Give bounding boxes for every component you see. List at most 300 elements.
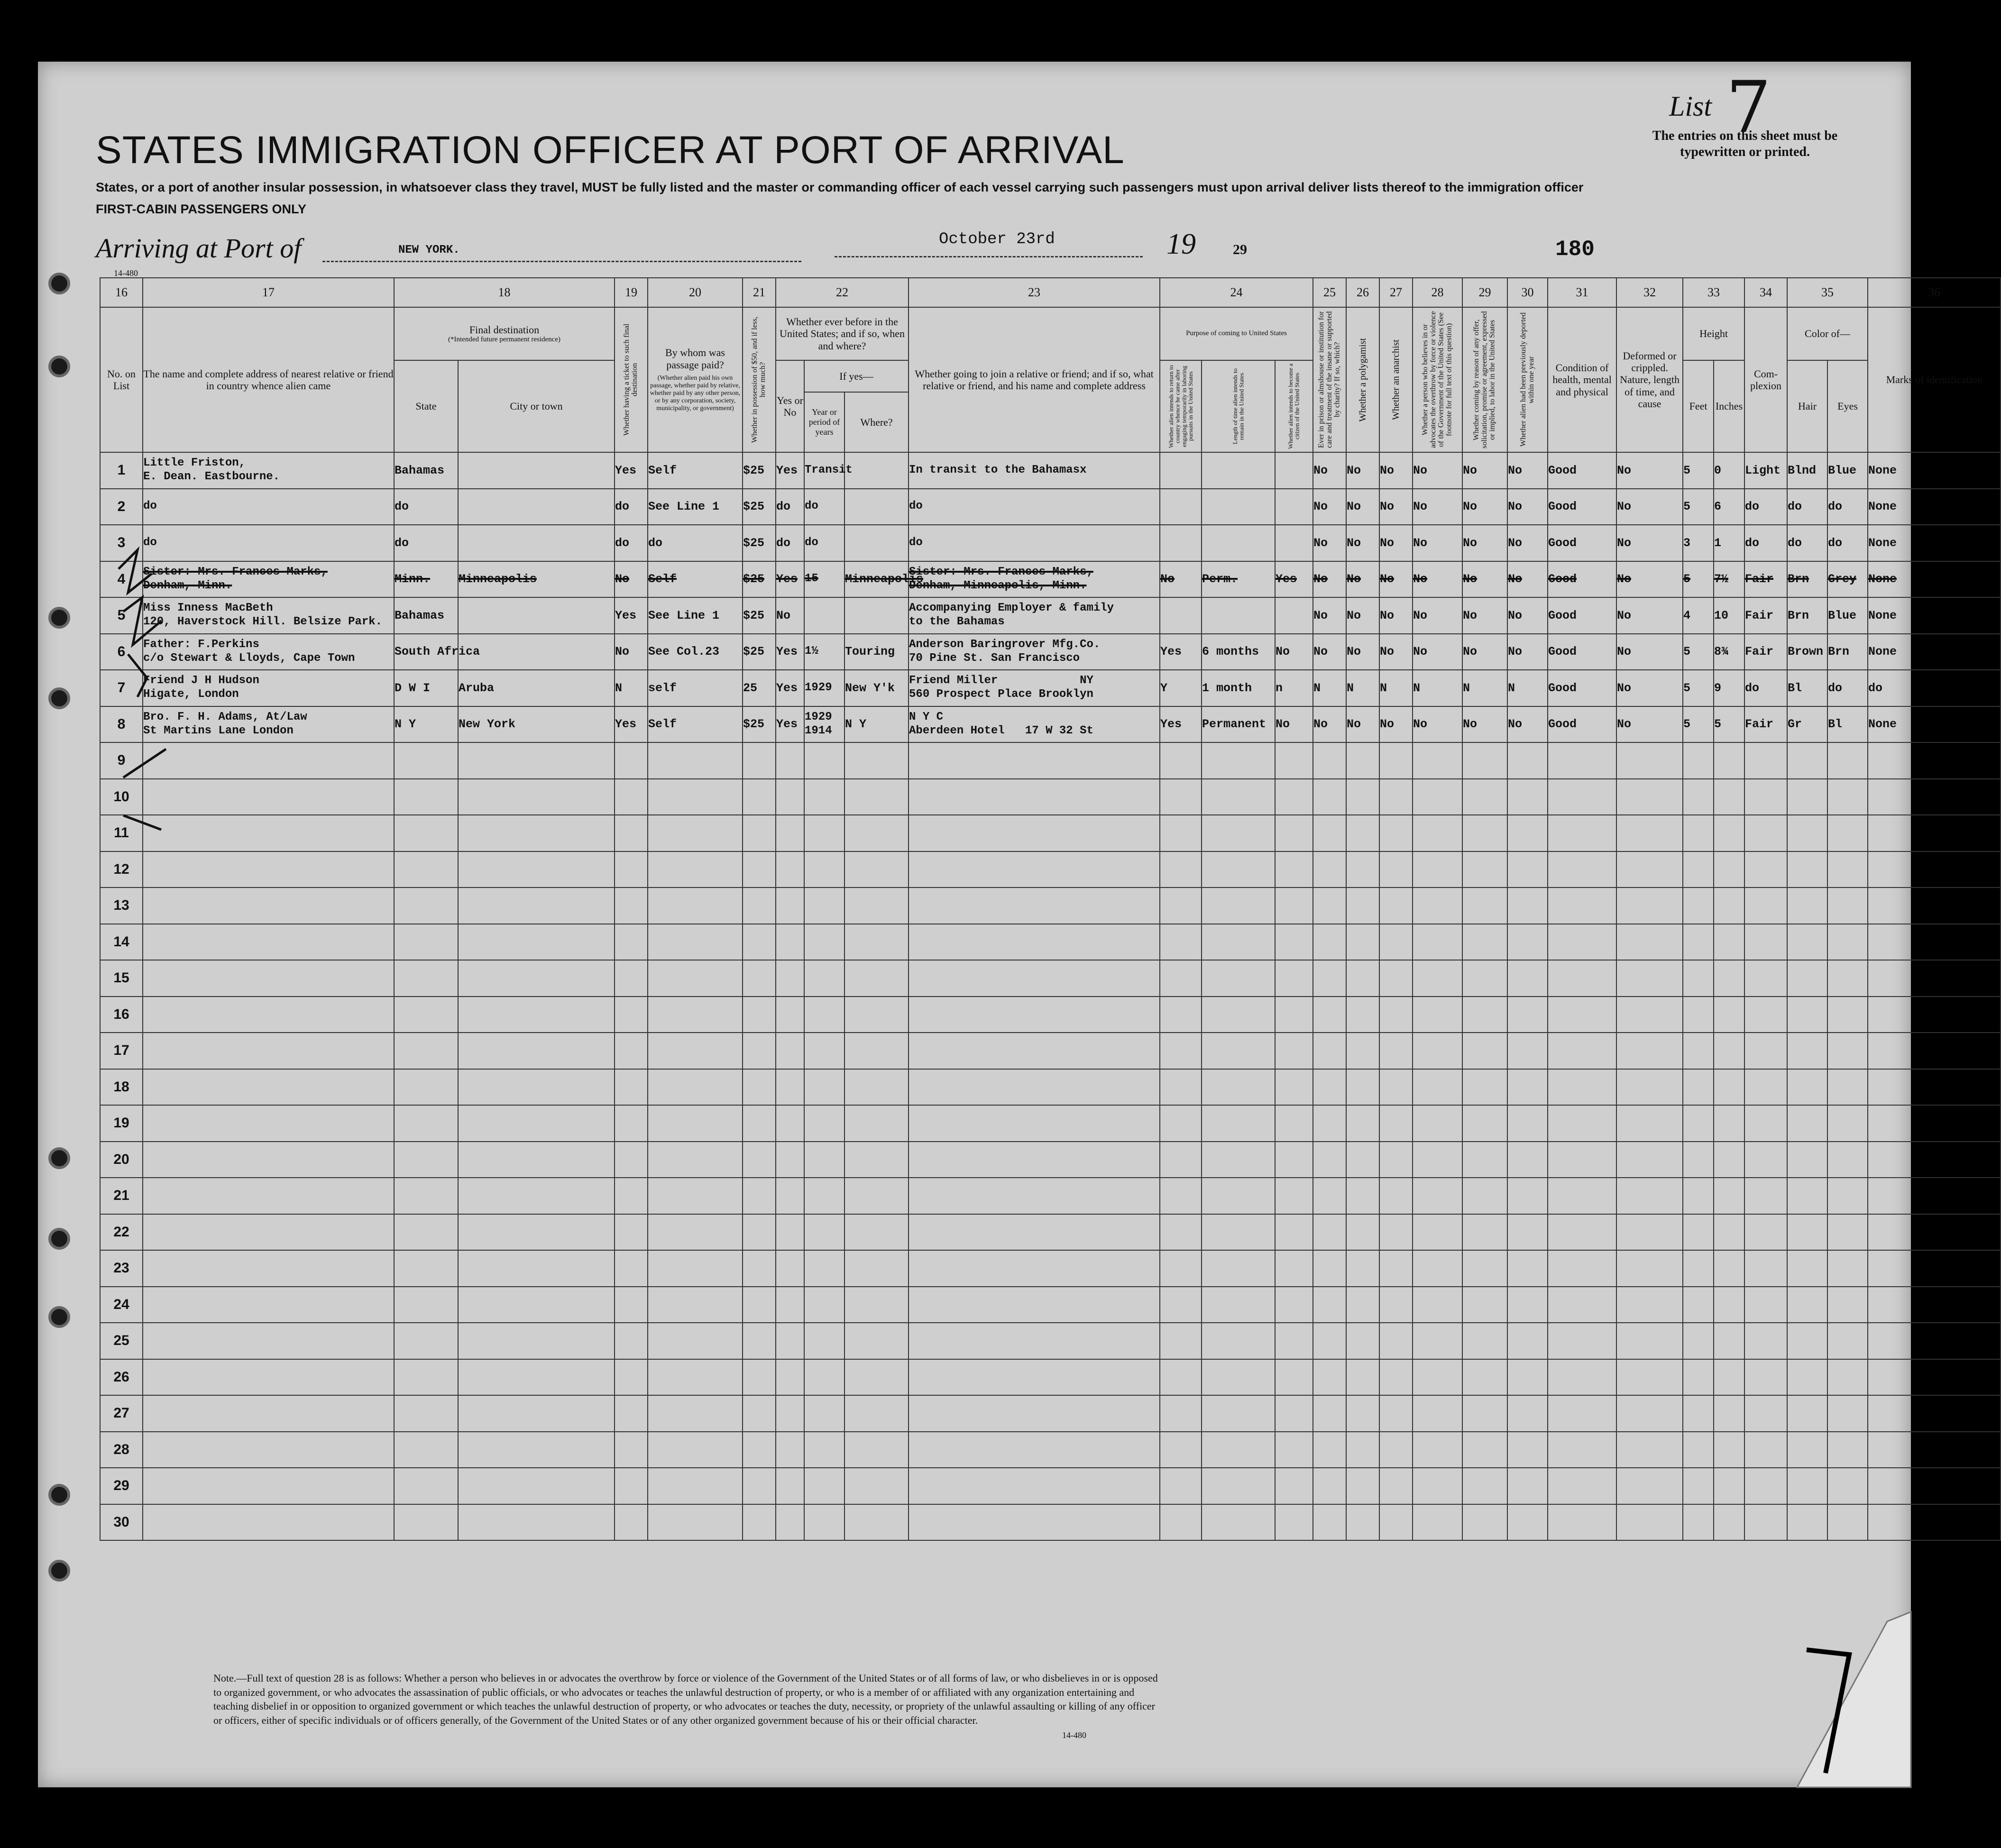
empty-cell bbox=[1160, 1142, 1202, 1178]
column-number: 30 bbox=[1507, 278, 1548, 307]
empty-cell bbox=[143, 1142, 394, 1178]
header-city: City or town bbox=[458, 360, 615, 452]
empty-cell bbox=[1462, 815, 1507, 851]
empty-cell bbox=[844, 1214, 909, 1251]
empty-cell bbox=[1346, 1468, 1379, 1504]
empty-cell bbox=[1827, 1287, 1868, 1323]
empty-cell bbox=[1462, 779, 1507, 815]
header-overthrow bbox=[1413, 307, 1462, 452]
empty-cell bbox=[394, 1033, 458, 1069]
empty-cell bbox=[1868, 1105, 2001, 1142]
empty-cell bbox=[1413, 1395, 1462, 1432]
before-cell: Yes bbox=[776, 634, 804, 670]
paid-by-cell: Self bbox=[648, 452, 743, 489]
paid-by-cell: do bbox=[648, 525, 743, 561]
empty-cell bbox=[1413, 1214, 1462, 1251]
row-number: 24 bbox=[100, 1287, 143, 1323]
empty-cell bbox=[1313, 742, 1346, 779]
empty-cell bbox=[909, 1432, 1160, 1468]
prison-cell: N bbox=[1313, 670, 1346, 706]
purpose-citizen-cell: No bbox=[1275, 706, 1313, 743]
empty-cell bbox=[1548, 1250, 1616, 1287]
empty-cell bbox=[1413, 1287, 1462, 1323]
row-number: 2 bbox=[100, 489, 143, 525]
empty-cell bbox=[1313, 1142, 1346, 1178]
column-number: 35 bbox=[1787, 278, 1868, 307]
empty-row bbox=[100, 1287, 2001, 1323]
empty-cell bbox=[1616, 779, 1683, 815]
column-number: 27 bbox=[1379, 278, 1413, 307]
row-number: 14 bbox=[100, 924, 143, 961]
eyes-cell: Blue bbox=[1827, 597, 1868, 634]
row-number: 9 bbox=[100, 742, 143, 779]
empty-cell bbox=[1160, 924, 1202, 961]
empty-cell bbox=[648, 887, 743, 924]
header-deported bbox=[1507, 307, 1548, 452]
empty-cell bbox=[458, 1359, 615, 1396]
overthrow-label: Whether a person who believes in or advocates the overthrow by force or violence of the Government of the United States (See footnote for full text of this question) bbox=[1421, 311, 1453, 448]
empty-cell bbox=[1548, 1214, 1616, 1251]
before-where-cell bbox=[844, 452, 909, 489]
empty-cell bbox=[1413, 960, 1462, 997]
empty-cell bbox=[804, 1395, 844, 1432]
empty-cell bbox=[1787, 887, 1827, 924]
contract-labor-cell: N bbox=[1462, 670, 1507, 706]
empty-cell bbox=[1202, 1214, 1275, 1251]
deported-cell: No bbox=[1507, 525, 1548, 561]
empty-cell bbox=[909, 1395, 1160, 1432]
empty-cell bbox=[1548, 815, 1616, 851]
empty-cell bbox=[1714, 779, 1744, 815]
empty-cell bbox=[844, 924, 909, 961]
binder-hole bbox=[48, 273, 70, 294]
empty-cell bbox=[1507, 960, 1548, 997]
empty-cell bbox=[743, 1033, 776, 1069]
empty-cell bbox=[615, 1432, 648, 1468]
empty-cell bbox=[1548, 1287, 1616, 1323]
empty-cell bbox=[1616, 1178, 1683, 1214]
health-cell: Good bbox=[1548, 706, 1616, 743]
empty-cell bbox=[1379, 1069, 1413, 1106]
empty-cell bbox=[615, 779, 648, 815]
joining-cell: In transit to the Bahamasx bbox=[909, 452, 1160, 489]
before-where-cell: Touring bbox=[844, 634, 909, 670]
empty-cell bbox=[844, 1105, 909, 1142]
city-cell bbox=[458, 634, 615, 670]
empty-cell bbox=[394, 1105, 458, 1142]
empty-cell bbox=[844, 1142, 909, 1178]
empty-cell bbox=[1683, 1178, 1714, 1214]
empty-cell bbox=[844, 1504, 909, 1541]
empty-cell bbox=[648, 1504, 743, 1541]
empty-cell bbox=[1787, 1323, 1827, 1359]
passenger-row bbox=[100, 452, 2001, 489]
feet-cell: 5 bbox=[1683, 561, 1714, 598]
state-cell: South Africa bbox=[394, 634, 458, 670]
empty-cell bbox=[776, 1432, 804, 1468]
empty-cell bbox=[1744, 1250, 1787, 1287]
empty-cell bbox=[1683, 1033, 1714, 1069]
row-number: 1 bbox=[100, 452, 143, 489]
empty-cell bbox=[1827, 1395, 1868, 1432]
anarchist-cell: No bbox=[1379, 489, 1413, 525]
contract-labor-cell: No bbox=[1462, 561, 1507, 598]
empty-cell bbox=[1413, 1359, 1462, 1396]
joining-cell: Anderson Baringrover Mfg.Co. 70 Pine St. San Francisco bbox=[909, 634, 1160, 670]
header-nearest-relative: The name and complete address of nearest relative or friend in country whence alien came bbox=[143, 307, 394, 452]
purpose-return-cell: No bbox=[1160, 561, 1202, 598]
complexion-cell: do bbox=[1744, 670, 1787, 706]
overthrow-cell: N bbox=[1413, 670, 1462, 706]
empty-row bbox=[100, 887, 2001, 924]
empty-cell bbox=[1160, 1359, 1202, 1396]
empty-cell bbox=[615, 1287, 648, 1323]
anarchist-cell: No bbox=[1379, 597, 1413, 634]
empty-cell bbox=[1202, 851, 1275, 888]
prison-label: Ever in prison or almshouse or institution for care and treatment of the insane or supported by charity? If so, which? bbox=[1317, 311, 1341, 448]
empty-cell bbox=[1507, 1395, 1548, 1432]
column-number: 36 bbox=[1868, 278, 2001, 307]
before-year-cell: 1929 1914 bbox=[804, 706, 844, 743]
empty-cell bbox=[648, 1178, 743, 1214]
before-year-cell: 15 bbox=[804, 561, 844, 598]
empty-cell bbox=[776, 1287, 804, 1323]
empty-cell bbox=[1827, 1033, 1868, 1069]
overthrow-cell: No bbox=[1413, 706, 1462, 743]
empty-cell bbox=[1313, 1033, 1346, 1069]
hair-cell: Gr bbox=[1787, 706, 1827, 743]
marks-cell: None bbox=[1868, 561, 2001, 598]
health-cell: Good bbox=[1548, 634, 1616, 670]
prison-cell: No bbox=[1313, 561, 1346, 598]
empty-cell bbox=[1413, 779, 1462, 815]
inches-cell: 7½ bbox=[1714, 561, 1744, 598]
state-cell: do bbox=[394, 525, 458, 561]
empty-row bbox=[100, 1105, 2001, 1142]
empty-cell bbox=[1346, 1250, 1379, 1287]
empty-cell bbox=[1616, 1432, 1683, 1468]
empty-cell bbox=[1275, 1142, 1313, 1178]
empty-cell bbox=[143, 851, 394, 888]
deported-cell: No bbox=[1507, 489, 1548, 525]
empty-cell bbox=[1160, 1395, 1202, 1432]
relative-cell: Father: F.Perkins c/o Stewart & Lloyds, Cape Town bbox=[143, 634, 394, 670]
empty-cell bbox=[1868, 779, 2001, 815]
empty-cell bbox=[1275, 815, 1313, 851]
column-number: 17 bbox=[143, 278, 394, 307]
header-eyes: Eyes bbox=[1827, 360, 1868, 452]
purpose-citizen-cell: n bbox=[1275, 670, 1313, 706]
empty-cell bbox=[1507, 1250, 1548, 1287]
empty-cell bbox=[1346, 1395, 1379, 1432]
empty-cell bbox=[1548, 960, 1616, 997]
city-cell: Minneapolis bbox=[458, 561, 615, 598]
empty-cell bbox=[394, 1178, 458, 1214]
empty-cell bbox=[1744, 1069, 1787, 1106]
marks-cell: None bbox=[1868, 634, 2001, 670]
empty-cell bbox=[1275, 1504, 1313, 1541]
empty-cell bbox=[1714, 1142, 1744, 1178]
empty-cell bbox=[1507, 779, 1548, 815]
empty-cell bbox=[648, 779, 743, 815]
empty-cell bbox=[1827, 887, 1868, 924]
row-number: 12 bbox=[100, 851, 143, 888]
empty-row bbox=[100, 779, 2001, 815]
empty-cell bbox=[648, 1432, 743, 1468]
empty-cell bbox=[1202, 1504, 1275, 1541]
empty-cell bbox=[1548, 1142, 1616, 1178]
empty-cell bbox=[1346, 1142, 1379, 1178]
empty-cell bbox=[615, 1142, 648, 1178]
polygamist-cell: No bbox=[1346, 452, 1379, 489]
empty-cell bbox=[776, 1069, 804, 1106]
money-cell: $25 bbox=[743, 561, 776, 598]
empty-cell bbox=[1714, 1504, 1744, 1541]
empty-cell bbox=[743, 887, 776, 924]
purpose-length-cell bbox=[1202, 452, 1275, 489]
empty-cell bbox=[1202, 1468, 1275, 1504]
hair-cell: Brown bbox=[1787, 634, 1827, 670]
port-underline bbox=[322, 261, 801, 262]
header-before-in-us: Whether ever before in the United States; and if so, when and where? bbox=[776, 307, 909, 360]
header-inches: Inches bbox=[1714, 360, 1744, 452]
empty-cell bbox=[143, 1504, 394, 1541]
header-purpose-citizen bbox=[1275, 360, 1313, 452]
binder-hole bbox=[48, 1560, 70, 1582]
empty-cell bbox=[743, 1287, 776, 1323]
prison-cell: No bbox=[1313, 452, 1346, 489]
paid-by-cell: See Col.23 bbox=[648, 634, 743, 670]
before-cell: Yes bbox=[776, 561, 804, 598]
empty-cell bbox=[1462, 924, 1507, 961]
empty-cell bbox=[1683, 960, 1714, 997]
empty-cell bbox=[1714, 997, 1744, 1033]
row-number: 5 bbox=[100, 597, 143, 634]
feet-cell: 5 bbox=[1683, 634, 1714, 670]
empty-cell bbox=[1413, 1323, 1462, 1359]
empty-cell bbox=[394, 1069, 458, 1106]
empty-cell bbox=[1275, 851, 1313, 888]
empty-cell bbox=[1744, 1033, 1787, 1069]
empty-cell bbox=[143, 1178, 394, 1214]
empty-cell bbox=[1868, 1214, 2001, 1251]
typewritten-note: The entries on this sheet must be typewritten or printed. bbox=[1652, 128, 1838, 159]
empty-cell bbox=[1714, 1287, 1744, 1323]
empty-cell bbox=[844, 1250, 909, 1287]
manifest-table bbox=[100, 277, 2001, 1541]
empty-cell bbox=[743, 779, 776, 815]
purpose-return-cell bbox=[1160, 597, 1202, 634]
empty-cell bbox=[776, 1323, 804, 1359]
empty-row bbox=[100, 1250, 2001, 1287]
empty-cell bbox=[1202, 1287, 1275, 1323]
empty-cell bbox=[458, 1142, 615, 1178]
empty-cell bbox=[615, 1504, 648, 1541]
empty-cell bbox=[1346, 779, 1379, 815]
empty-cell bbox=[1827, 1214, 1868, 1251]
empty-cell bbox=[1346, 887, 1379, 924]
empty-cell bbox=[1507, 1142, 1548, 1178]
empty-cell bbox=[648, 1323, 743, 1359]
empty-cell bbox=[143, 960, 394, 997]
deported-cell: No bbox=[1507, 706, 1548, 743]
ticket-cell: No bbox=[615, 561, 648, 598]
ticket-cell: No bbox=[615, 634, 648, 670]
empty-cell bbox=[804, 1323, 844, 1359]
empty-cell bbox=[1462, 1214, 1507, 1251]
empty-cell bbox=[648, 960, 743, 997]
empty-cell bbox=[1379, 1105, 1413, 1142]
empty-cell bbox=[1787, 924, 1827, 961]
empty-cell bbox=[909, 1033, 1160, 1069]
empty-cell bbox=[1683, 1069, 1714, 1106]
empty-cell bbox=[1462, 997, 1507, 1033]
empty-cell bbox=[776, 1468, 804, 1504]
eyes-cell: do bbox=[1827, 489, 1868, 525]
empty-cell bbox=[1462, 1504, 1507, 1541]
empty-cell bbox=[1346, 997, 1379, 1033]
empty-cell bbox=[1160, 815, 1202, 851]
overthrow-cell: No bbox=[1413, 597, 1462, 634]
empty-cell bbox=[743, 960, 776, 997]
contract-labor-cell: No bbox=[1462, 525, 1507, 561]
empty-cell bbox=[1462, 1105, 1507, 1142]
empty-cell bbox=[776, 815, 804, 851]
empty-cell bbox=[648, 1069, 743, 1106]
overthrow-cell: No bbox=[1413, 452, 1462, 489]
empty-row bbox=[100, 1395, 2001, 1432]
empty-cell bbox=[1160, 1033, 1202, 1069]
passenger-row bbox=[100, 489, 2001, 525]
empty-cell bbox=[1507, 887, 1548, 924]
empty-cell bbox=[1683, 1504, 1714, 1541]
city-cell bbox=[458, 525, 615, 561]
empty-cell bbox=[844, 815, 909, 851]
empty-cell bbox=[1275, 1069, 1313, 1106]
marks-cell: None bbox=[1868, 525, 2001, 561]
city-cell bbox=[458, 489, 615, 525]
empty-cell bbox=[1787, 1504, 1827, 1541]
empty-cell bbox=[909, 1069, 1160, 1106]
empty-row bbox=[100, 742, 2001, 779]
empty-cell bbox=[1744, 1432, 1787, 1468]
empty-cell bbox=[844, 960, 909, 997]
header-health: Condition of health, mental and physical bbox=[1548, 307, 1616, 452]
hair-cell: Bl bbox=[1787, 670, 1827, 706]
row-number: 25 bbox=[100, 1323, 143, 1359]
empty-cell bbox=[1275, 779, 1313, 815]
health-cell: Good bbox=[1548, 561, 1616, 598]
empty-cell bbox=[1507, 1287, 1548, 1323]
empty-cell bbox=[776, 1250, 804, 1287]
empty-cell bbox=[1683, 997, 1714, 1033]
empty-cell bbox=[1683, 1105, 1714, 1142]
empty-cell bbox=[1744, 997, 1787, 1033]
empty-cell bbox=[1462, 1359, 1507, 1396]
empty-cell bbox=[804, 1033, 844, 1069]
empty-cell bbox=[776, 1504, 804, 1541]
empty-cell bbox=[1507, 1432, 1548, 1468]
empty-cell bbox=[844, 1287, 909, 1323]
empty-cell bbox=[648, 1250, 743, 1287]
empty-cell bbox=[394, 851, 458, 888]
empty-cell bbox=[458, 960, 615, 997]
empty-cell bbox=[1275, 1359, 1313, 1396]
empty-cell bbox=[1275, 1432, 1313, 1468]
empty-cell bbox=[1275, 742, 1313, 779]
empty-cell bbox=[648, 1142, 743, 1178]
empty-cell bbox=[1827, 1323, 1868, 1359]
column-number: 26 bbox=[1346, 278, 1379, 307]
empty-cell bbox=[1868, 742, 2001, 779]
empty-cell bbox=[909, 1323, 1160, 1359]
prison-cell: No bbox=[1313, 634, 1346, 670]
empty-cell bbox=[143, 1432, 394, 1468]
empty-cell bbox=[1616, 997, 1683, 1033]
empty-cell bbox=[615, 742, 648, 779]
empty-cell bbox=[615, 960, 648, 997]
empty-cell bbox=[1744, 960, 1787, 997]
empty-cell bbox=[1787, 1105, 1827, 1142]
empty-cell bbox=[909, 1504, 1160, 1541]
empty-cell bbox=[1683, 1142, 1714, 1178]
row-number: 21 bbox=[100, 1178, 143, 1214]
before-cell: No bbox=[776, 597, 804, 634]
column-number: 29 bbox=[1462, 278, 1507, 307]
empty-cell bbox=[394, 1359, 458, 1396]
before-where-cell bbox=[844, 489, 909, 525]
before-where-cell: New Y'k bbox=[844, 670, 909, 706]
empty-cell bbox=[648, 1105, 743, 1142]
empty-cell bbox=[1379, 1432, 1413, 1468]
empty-cell bbox=[1787, 1069, 1827, 1106]
purpose-length-cell: Perm. bbox=[1202, 561, 1275, 598]
city-cell bbox=[458, 597, 615, 634]
year-suffix: 29 bbox=[1233, 242, 1247, 257]
empty-cell bbox=[458, 924, 615, 961]
header-purpose: Purpose of coming to United States bbox=[1160, 307, 1313, 360]
row-number: 17 bbox=[100, 1033, 143, 1069]
header-possession bbox=[743, 307, 776, 452]
empty-cell bbox=[1683, 742, 1714, 779]
empty-cell bbox=[1160, 742, 1202, 779]
empty-cell bbox=[394, 997, 458, 1033]
empty-cell bbox=[1413, 815, 1462, 851]
joining-cell: Friend Miller NY 560 Prospect Place Brooklyn bbox=[909, 670, 1160, 706]
empty-cell bbox=[776, 1359, 804, 1396]
empty-cell bbox=[1683, 1359, 1714, 1396]
empty-cell bbox=[1313, 1214, 1346, 1251]
empty-cell bbox=[1616, 887, 1683, 924]
empty-cell bbox=[804, 1178, 844, 1214]
state-cell: N Y bbox=[394, 706, 458, 743]
row-number: 19 bbox=[100, 1105, 143, 1142]
polygamist-label: Whether a polygamist bbox=[1357, 338, 1368, 422]
empty-cell bbox=[394, 960, 458, 997]
empty-cell bbox=[143, 1069, 394, 1106]
empty-cell bbox=[1160, 851, 1202, 888]
empty-cell bbox=[844, 851, 909, 888]
before-where-cell: N Y bbox=[844, 706, 909, 743]
empty-cell bbox=[1507, 1359, 1548, 1396]
empty-cell bbox=[1313, 960, 1346, 997]
empty-cell bbox=[909, 924, 1160, 961]
empty-cell bbox=[1507, 924, 1548, 961]
deported-cell: No bbox=[1507, 634, 1548, 670]
city-cell bbox=[458, 452, 615, 489]
money-cell: $25 bbox=[743, 634, 776, 670]
empty-cell bbox=[648, 1214, 743, 1251]
